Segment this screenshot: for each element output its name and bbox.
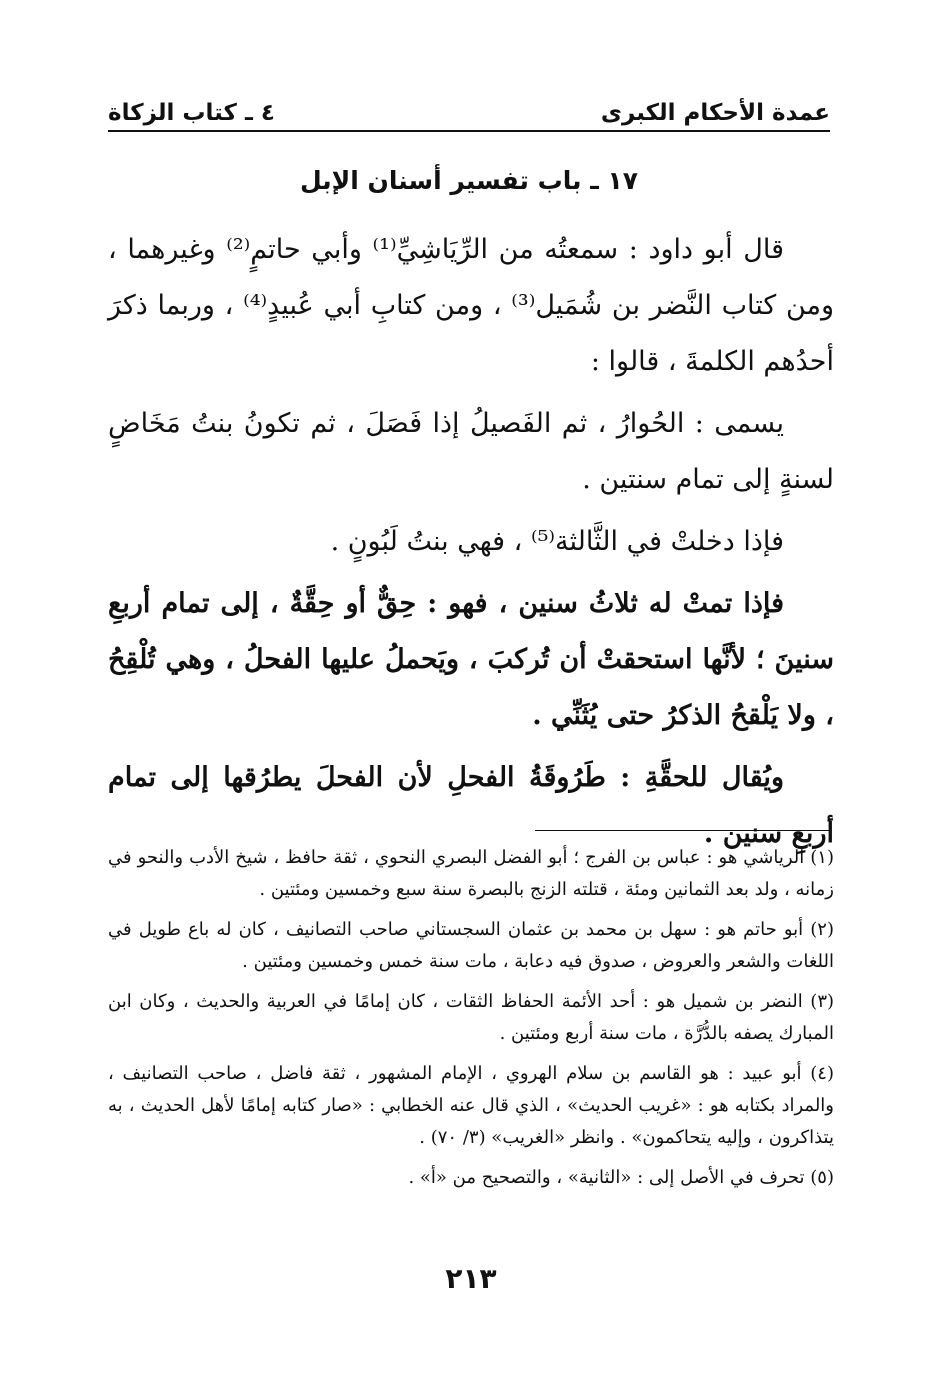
chapter-name: ٤ ـ كتاب الزكاة — [108, 100, 275, 126]
paragraph-2: يسمى : الحُوارُ ، ثم الفَصيلُ إذا فَصَلَ ، ثم تكونُ بنتُ مَخَاضٍ لسنةٍ إلى تمام سنتين . — [108, 408, 834, 495]
main-text — [108, 222, 834, 868]
footnotes — [108, 842, 834, 1202]
paragraph-1: قال أبو داود : سمعتُه من الرِّيَاشِيِّ⁽¹⁾ وأبي حاتمٍ⁽²⁾ وغيرهما ، ومن كتاب النَّضر بن شُمَيل⁽³⁾ ، ومن كتابِ أبي عُبيدٍ⁽⁴⁾ ، وربما ذكرَ أحدُهم الكلمةَ ، قالوا : — [108, 234, 834, 377]
paragraph-5: ويُقال للحقَّةِ : طَرُوقَةُ الفحلِ لأن الفحلَ يطرُقها إلى تمام أربعِ سنين . — [108, 762, 834, 849]
footnote-3: (٣) النضر بن شميل هو : أحد الأئمة الحفاظ الثقات ، كان إمامًا في العربية والحديث ، وكان ابن المبارك يصفه بالدُّرَّة ، مات سنة أربع ومئتين . — [108, 991, 835, 1044]
running-header — [108, 92, 830, 126]
paragraph-3: فإذا دخلتْ في الثَّالثة⁽⁵⁾ ، فهي بنتُ لَبُونٍ . — [330, 526, 784, 557]
footnote-divider — [535, 830, 830, 831]
footnote-5: (٥) تحرف في الأصل إلى : «الثانية» ، والتصحيح من «أ» . — [408, 1167, 834, 1188]
book-title: عمدة الأحكام الكبرى — [600, 100, 830, 126]
footnote-4: (٤) أبو عبيد : هو القاسم بن سلام الهروي ، الإمام المشهور ، ثقة فاضل ، صاحب التصانيف ، والمراد بكتابه هو : «غريب الحديث» ، الذي قال عنه الخطابي : «صار كتابه إمامًا لأهل الحديث ، به يتذاكرون ، وإليه يتحاكمون» . وانظر «الغريب» (٣/ ٧٠) . — [108, 1063, 834, 1148]
header-divider — [108, 130, 830, 132]
footnote-2: (٢) أبو حاتم هو : سهل بن محمد بن عثمان السجستاني صاحب التصانيف ، كان له باع طويل في اللغات والشعر والعروض ، صدوق فيه دعابة ، مات سنة خمس وخمسين ومئتين . — [108, 919, 834, 972]
page-number: ٢١٣ — [445, 1262, 497, 1295]
section-title: ١٧ ـ باب تفسير أسنان الإبل — [299, 166, 639, 195]
footnote-1: (١) الرياشي هو : عباس بن الفرج ؛ أبو الفضل البصري النحوي ، ثقة حافظ ، شيخ الأدب والنحو في زمانه ، ولد بعد الثمانين ومئة ، قتلته الزنج بالبصرة سنة سبع وخمسين ومئتين . — [108, 847, 834, 900]
paragraph-4: فإذا تمتْ له ثلاثُ سنين ، فهو : حِقٌّ أو حِقَّةٌ ، إلى تمام أربعِ سنينَ ؛ لأنَّها استحقتْ أن تُركبَ ، ويَحملُ عليها الفحلُ ، وهي تُلْقِحُ ، ولا يَلْقحُ الذكرُ حتى يُثَنِّي . — [108, 588, 834, 731]
